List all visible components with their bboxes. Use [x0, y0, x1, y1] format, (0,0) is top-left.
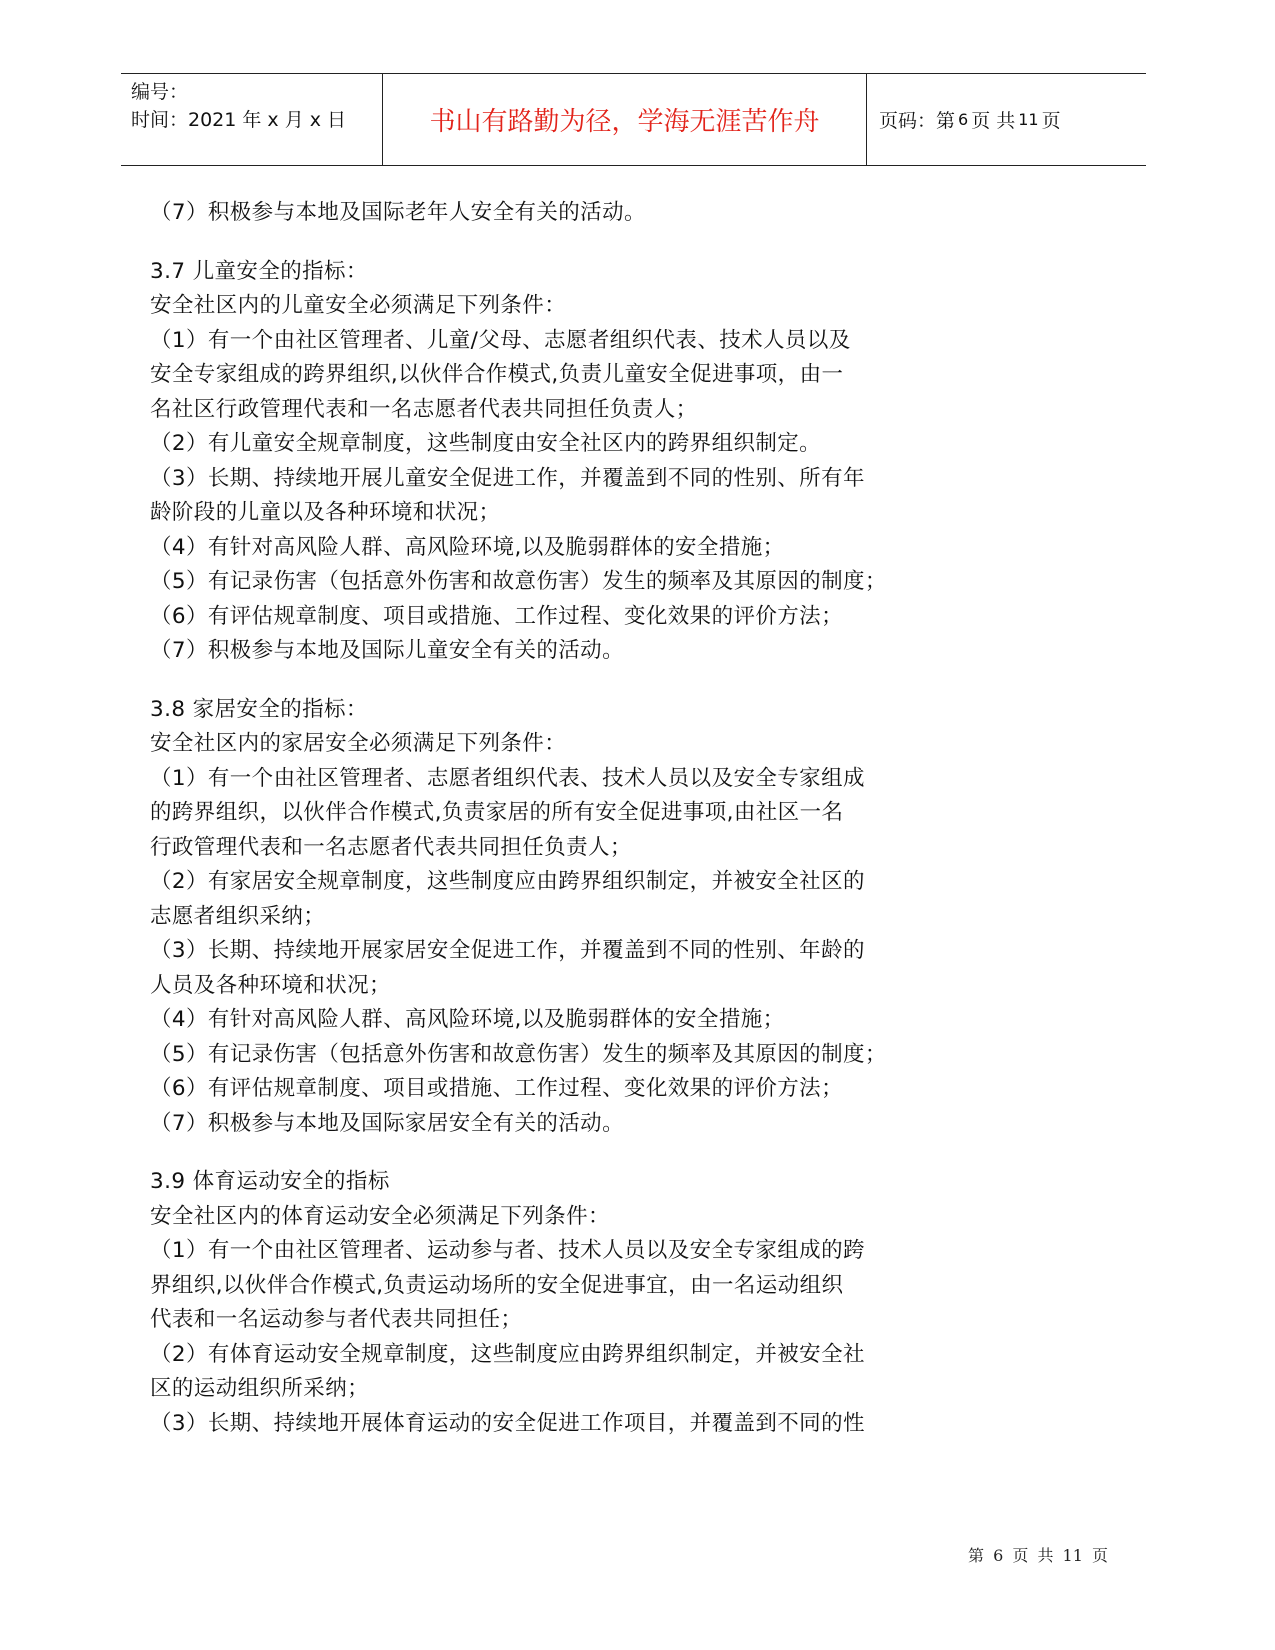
body-line: （7）积极参与本地及国际家居安全有关的活动。 — [150, 1110, 624, 1136]
body-line: （6）有评估规章制度、项目或措施、工作过程、变化效果的评价方法； — [150, 1076, 843, 1101]
body-line: （5）有记录伤害（包括意外伤害和故意伤害）发生的频率及其原因的制度； — [150, 569, 887, 594]
body-line: 界组织,以伙伴合作模式,负责运动场所的安全促进事宜，由一名运动组织 — [150, 1272, 844, 1298]
body-line: （6）有评估规章制度、项目或措施、工作过程、变化效果的评价方法； — [150, 603, 843, 629]
body-line: 安全社区内的儿童安全必须满足下列条件： — [150, 293, 567, 318]
body-line: 志愿者组织采纳； — [150, 903, 326, 929]
page-label: 页码：第 — [879, 110, 956, 132]
page-footer: 第 6 页 共 11 页 — [968, 1546, 1108, 1565]
page-mid: 页 共 — [971, 110, 1016, 132]
body-line: （1）有一个由社区管理者、儿童/父母、志愿者组织代表、技术人员以及 — [150, 327, 851, 353]
section-heading: 3.7 儿童安全的指标： — [150, 258, 368, 284]
page-end: 页 — [1041, 110, 1061, 132]
body-line: 名社区行政管理代表和一名志愿者代表共同担任负责人； — [150, 396, 698, 422]
body-line: 安全专家组成的跨界组织,以伙伴合作模式,负责儿童安全促进事项，由一 — [150, 362, 844, 387]
time-label: 时间：2021 年 x 月 x 日 — [131, 109, 347, 131]
body-line: （4）有针对高风险人群、高风险环境,以及脆弱群体的安全措施； — [150, 534, 785, 560]
body-line: 区的运动组织所采纳； — [150, 1376, 370, 1401]
body-line: （7）积极参与本地及国际老年人安全有关的活动。 — [150, 200, 646, 225]
page-current: 6 — [958, 110, 969, 129]
header-page-cell — [867, 74, 1146, 165]
document-body — [150, 196, 960, 1441]
header-motto-cell — [383, 74, 867, 165]
body-line: 人员及各种环境和状况； — [150, 972, 391, 998]
header-meta-cell — [121, 74, 383, 165]
section-heading: 3.9 体育运动安全的指标 — [150, 1169, 390, 1194]
body-line: （7）积极参与本地及国际儿童安全有关的活动。 — [150, 638, 624, 663]
body-line: （2）有儿童安全规章制度，这些制度由安全社区内的跨界组织制定。 — [150, 431, 822, 456]
page-total: 11 — [1018, 110, 1039, 129]
body-line: 的跨界组织，以伙伴合作模式,负责家居的所有安全促进事项,由社区一名 — [150, 800, 844, 825]
body-line: 龄阶段的儿童以及各种环境和状况； — [150, 500, 501, 525]
section-heading: 3.8 家居安全的指标： — [150, 696, 368, 722]
body-line: （3）长期、持续地开展儿童安全促进工作，并覆盖到不同的性别、所有年 — [150, 465, 865, 491]
header-motto: 书山有路勤为径，学海无涯苦作舟 — [429, 107, 820, 137]
body-line: （5）有记录伤害（包括意外伤害和故意伤害）发生的频率及其原因的制度； — [150, 1041, 887, 1067]
body-line: （3）长期、持续地开展体育运动的安全促进工作项目，并覆盖到不同的性 — [150, 1410, 865, 1436]
body-line: 安全社区内的家居安全必须满足下列条件： — [150, 731, 567, 756]
body-line: 代表和一名运动参与者代表共同担任； — [150, 1307, 523, 1332]
body-line: 安全社区内的体育运动安全必须满足下列条件： — [150, 1203, 610, 1229]
body-line: （2）有体育运动安全规章制度，这些制度应由跨界组织制定，并被安全社 — [150, 1341, 865, 1367]
body-line: （3）长期、持续地开展家居安全促进工作，并覆盖到不同的性别、年龄的 — [150, 938, 865, 963]
body-line: 行政管理代表和一名志愿者代表共同担任负责人； — [150, 834, 632, 860]
number-label: 编号： — [131, 81, 189, 103]
body-line: （1）有一个由社区管理者、运动参与者、技术人员以及安全专家组成的跨 — [150, 1238, 865, 1263]
body-line: （4）有针对高风险人群、高风险环境,以及脆弱群体的安全措施； — [150, 1007, 785, 1032]
body-line: （1）有一个由社区管理者、志愿者组织代表、技术人员以及安全专家组成 — [150, 765, 865, 791]
document-header — [121, 73, 1146, 166]
body-line: （2）有家居安全规章制度，这些制度应由跨界组织制定，并被安全社区的 — [150, 869, 865, 894]
